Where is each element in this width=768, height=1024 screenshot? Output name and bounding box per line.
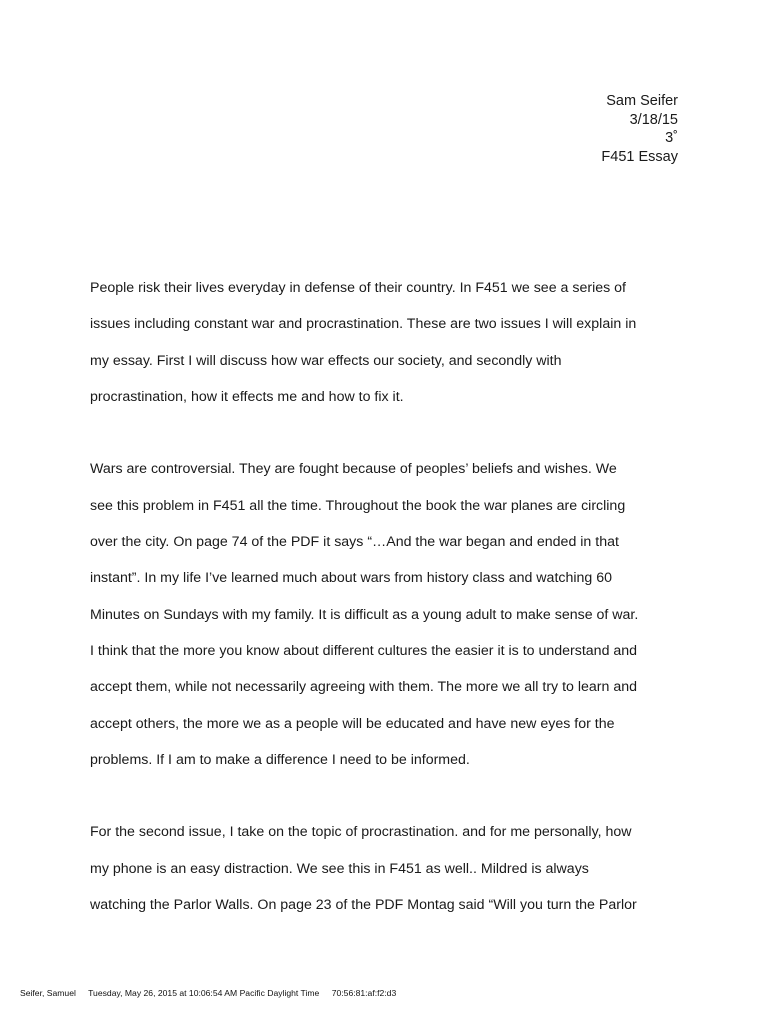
text-line: over the city. On page 74 of the PDF it says “…And the war began and ended in that <box>90 534 619 551</box>
text-line: see this problem in F451 all the time. Throughout the book the war planes are circling <box>90 497 626 514</box>
footer-id: 70:56:81:af:f2:d3 <box>331 988 397 998</box>
text-line: Wars are controversial. They are fought because of peoples’ beliefs and wishes. We <box>90 461 617 478</box>
footer-timestamp: Tuesday, May 26, 2015 at 10:06:54 AM Pacific Daylight Time <box>88 988 320 998</box>
text-line: problems. If I am to make a difference I need to be informed. <box>90 751 470 768</box>
text-line: Minutes on Sundays with my family. It is difficult as a young adult to make sense of war. <box>90 606 639 623</box>
paragraph-2 <box>90 451 690 778</box>
text-line: instant”. In my life I’ve learned much about wars from history class and watching 60 <box>90 570 613 587</box>
footer-author: Seifer, Samuel <box>20 988 76 998</box>
text-line: procrastination, how it effects me and how to fix it. <box>90 388 404 405</box>
page-footer <box>20 988 406 998</box>
text-line: my phone is an easy distraction. We see this in F451 as well.. Mildred is always <box>90 860 589 877</box>
text-line: People risk their lives everyday in defense of their country. In F451 we see a series of <box>90 280 626 296</box>
class-period: 3˚ <box>665 130 678 146</box>
header-block <box>601 92 678 166</box>
text-line: I think that the more you know about different cultures the easier it is to understand and <box>90 642 638 659</box>
text-line: For the second issue, I take on the topic of procrastination. and for me personally, how <box>90 824 632 841</box>
text-line: my essay. First I will discuss how war effects our society, and secondly with <box>90 352 562 369</box>
paragraph-1 <box>90 270 690 415</box>
essay-body <box>90 270 690 923</box>
text-line: issues including constant war and procrastination. These are two issues I will explain in <box>90 316 637 333</box>
essay-title: F451 Essay <box>601 148 678 165</box>
text-line: accept others, the more we as a people will be educated and have new eyes for the <box>90 715 615 732</box>
essay-date: 3/18/15 <box>629 111 678 128</box>
paragraph-3 <box>90 814 690 923</box>
text-line: accept them, while not necessarily agreeing with them. The more we all try to learn and <box>90 679 638 696</box>
author-name: Sam Seifer <box>606 93 678 109</box>
text-line: watching the Parlor Walls. On page 23 of the PDF Montag said “Will you turn the Parlor <box>90 897 637 914</box>
